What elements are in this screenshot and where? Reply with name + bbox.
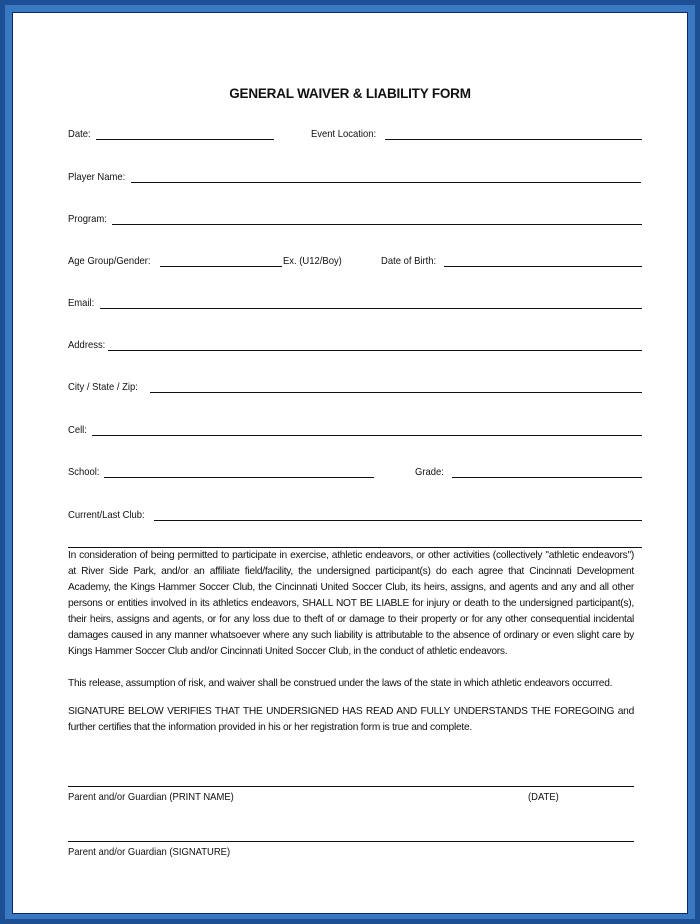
- email-label: Email:: [68, 297, 95, 309]
- governing-law-paragraph: This release, assumption of risk, and waiver shall be construed under the laws of the state in which athletic endeavors occurred.: [68, 678, 613, 689]
- program-field[interactable]: [112, 224, 642, 225]
- school-field[interactable]: [104, 477, 374, 478]
- date-label: Date:: [68, 128, 91, 140]
- event-location-label: Event Location:: [311, 128, 377, 140]
- address-label: Address:: [68, 339, 106, 351]
- waiver-paragraph: In consideration of being permitted to participate in exercise, athletic endeavors, or other activities (collectively "athletic endeavors") at River Side Park, and/or an affiliate field/facility, the undersigned participant(s) do each agree that Cincinnati Development Academy, the Kings Hammer Soccer Club, the Cincinnati United Soccer Club, its heirs, assigns, and agents and any and all other persons or entities involved in its athletics endeavors, SHALL NOT BE LIABLE for injury or death to the undersigned participant(s), their heirs, assigns and agents, or for any loss due to theft of or damage to their property or for any other consequential incidental damages caused in any manner whatsoever where any such liability is attributable to the absence of ordinary or even slight care by Kings Hammer Soccer Club and/or Cincinnati United Soccer Club, in the conduct of athletic endeavors.: [68, 550, 634, 657]
- player-name-label: Player Name:: [68, 171, 126, 183]
- print-name-line[interactable]: [68, 786, 634, 787]
- grade-label: Grade:: [415, 466, 444, 478]
- email-field[interactable]: [100, 308, 642, 309]
- grade-field[interactable]: [452, 477, 642, 478]
- address-field[interactable]: [108, 350, 642, 351]
- event-location-field[interactable]: [385, 139, 642, 140]
- signature-verification-paragraph: SIGNATURE BELOW VERIFIES THAT THE UNDERSIGNED HAS READ AND FULLY UNDERSTANDS THE FOREGOING and further certifies that the information provided in his or her registration form is true and complete.: [68, 706, 634, 733]
- date-field[interactable]: [96, 139, 274, 140]
- city-state-zip-field[interactable]: [150, 392, 642, 393]
- cell-field[interactable]: [92, 435, 642, 436]
- document-page: [12, 12, 688, 914]
- form-title: GENERAL WAIVER & LIABILITY FORM: [229, 86, 471, 101]
- age-group-label: Age Group/Gender:: [68, 255, 151, 267]
- city-label: City / State / Zip:: [68, 381, 138, 393]
- age-group-field[interactable]: [160, 266, 282, 267]
- signature-label: Parent and/or Guardian (SIGNATURE): [68, 846, 231, 858]
- date-signature-label: (DATE): [528, 791, 559, 803]
- club-label: Current/Last Club:: [68, 509, 145, 521]
- player-name-field[interactable]: [131, 182, 641, 183]
- school-label: School:: [68, 466, 100, 478]
- dob-field[interactable]: [444, 266, 642, 267]
- program-label: Program:: [68, 213, 107, 225]
- dob-label: Date of Birth:: [381, 255, 437, 267]
- age-example-label: Ex. (U12/Boy): [283, 255, 342, 267]
- club-field[interactable]: [154, 520, 642, 521]
- print-name-label: Parent and/or Guardian (PRINT NAME): [68, 791, 234, 803]
- signature-line[interactable]: [68, 841, 634, 842]
- cell-label: Cell:: [68, 424, 87, 436]
